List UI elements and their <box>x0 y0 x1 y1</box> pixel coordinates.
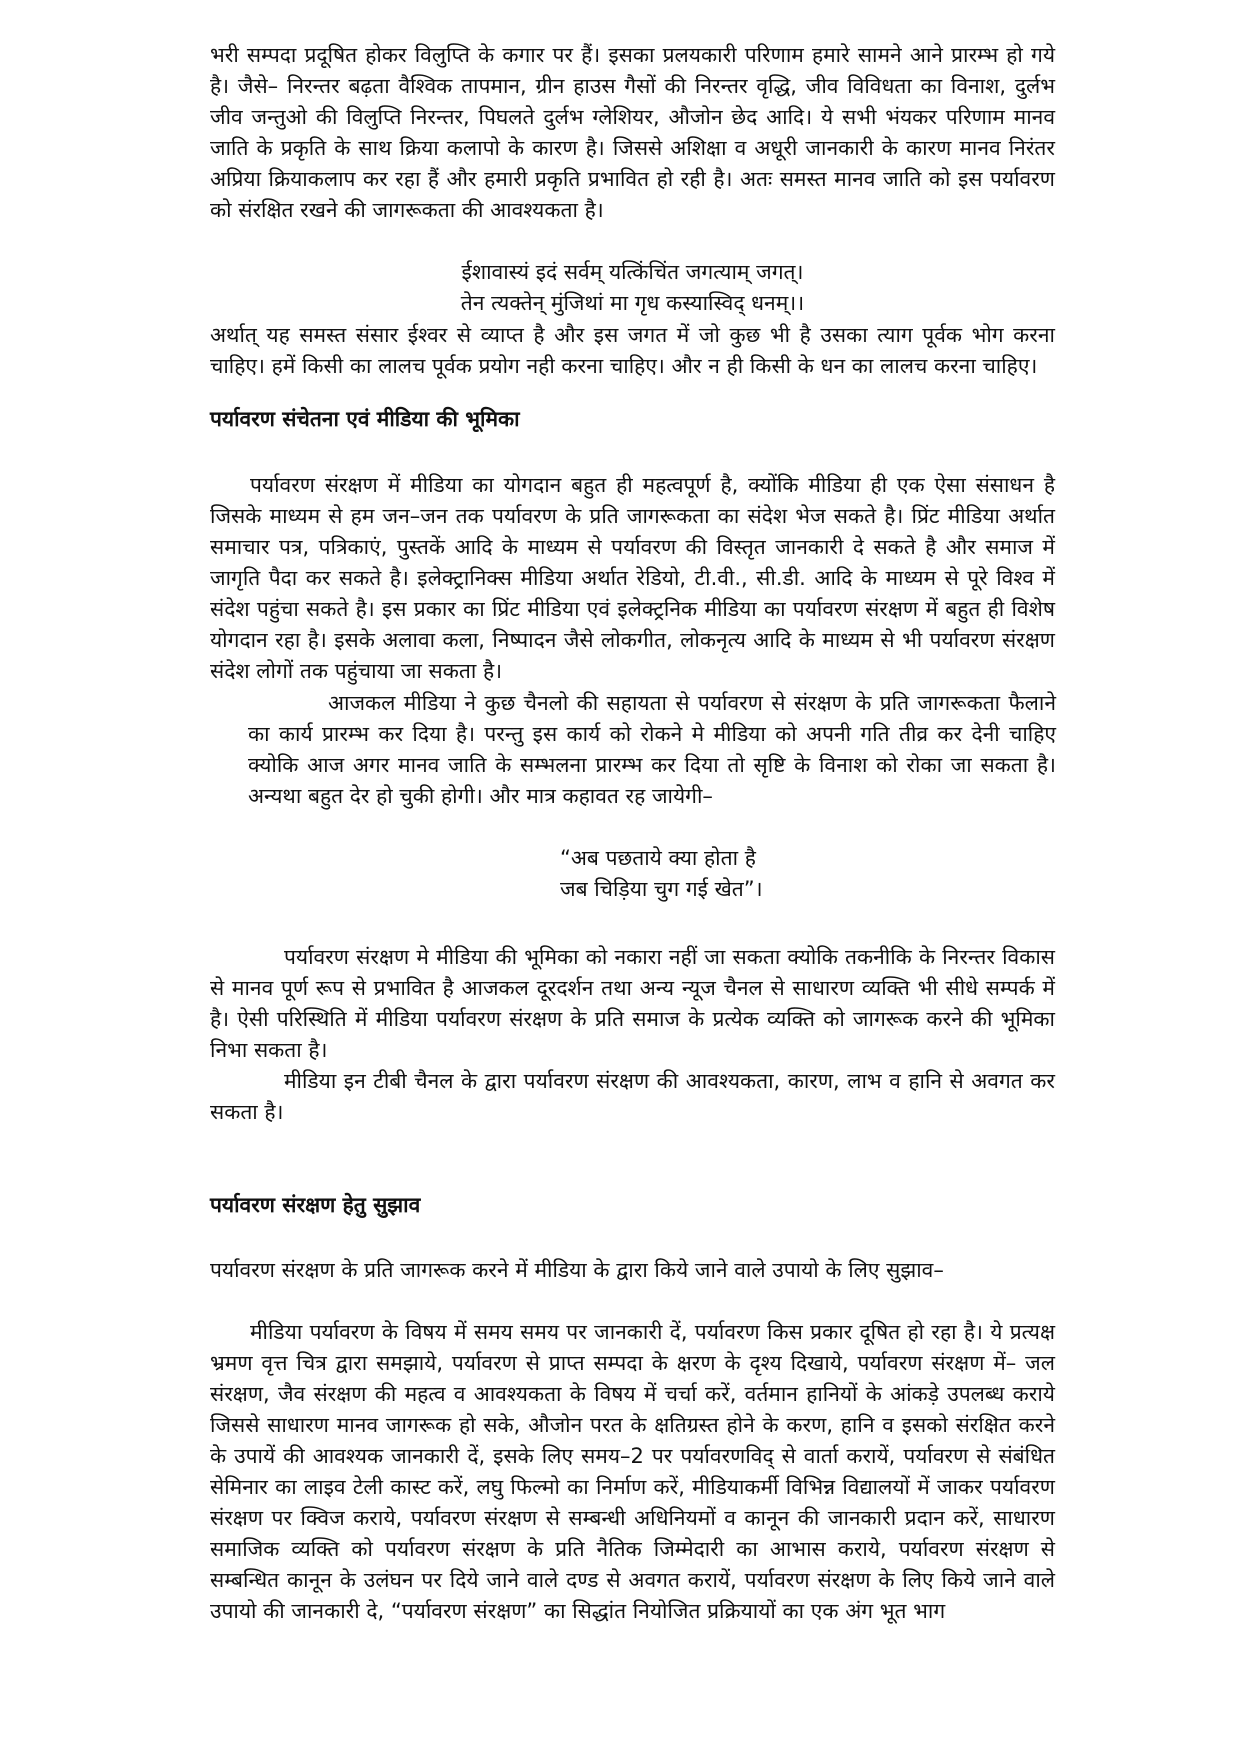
section-heading-media-role: पर्यावरण संचेतना एवं मीडिया की भूमिका <box>210 407 520 431</box>
proverb-line-1: “अब पछताये क्या होता है <box>560 846 756 870</box>
media-paragraph-3: पर्यावरण संरक्षण मे मीडिया की भूमिका को नकारा नहीं जा सकता क्योकि तकनीकि के निरन्तर विकास से मानव पूर्ण रूप से प्रभावित है आजकल दूरदर्शन तथा अन्य न्यूज चैनल से साधारण व्यक्ति भी सीधे सम्पर्क में है। ऐसी परिस्थिति में मीडिया पर्यावरण संरक्षण के प्रति समाज के प्रत्येक व्यक्ति को जागरूक करने की भूमिका निभा सकता है। <box>210 945 1055 1062</box>
sanskrit-verse-line-1: ईशावास्यं इदं सर्वम् यत्किंचिंत जगत्याम् जगत्। <box>461 260 804 284</box>
suggestions-paragraph-2: मीडिया पर्यावरण के विषय में समय समय पर जानकारी दें, पर्यावरण किस प्रकार दूषित हो रहा है। ये प्रत्यक्ष भ्रमण वृत्त चित्र द्वारा समझाये, पर्यावरण से प्राप्त सम्पदा के क्षरण के दृश्य दिखाये, पर्यावरण संरक्षण में– जल संरक्षण, जैव संरक्षण की महत्व व आवश्यकता के विषय में चर्चा करें, वर्तमान हानियों के आंकड़े उपलब्ध कराये जिससे साधारण मानव जागरूक हो सके, औजोन परत के क्षतिग्रस्त होने के करण, हानि व इसको संरक्षित करने के उपायें की आवश्यक जानकारी दें, इसके लिए समय–2 पर पर्यावरणविद् से वार्ता करायें, पर्यावरण से संबंधित सेमिनार का लाइव टेली कास्ट करें, लघु फिल्मो का निर्माण करें, मीडियाकर्मी विभिन्न विद्यालयों में जाकर पर्यावरण संरक्षण पर क्विज कराये, पर्यावरण संरक्षण से सम्बन्धी अधिनियमों व कानून की जानकारी प्रदान करें, साधारण समाजिक व्यक्ति को पर्यावरण संरक्षण के प्रति नैतिक जिम्मेदारी का आभास कराये, पर्यावरण संरक्षण से सम्बन्धित कानून के उलंघन पर दिये जाने वाले दण्ड से अवगत करायें, पर्यावरण संरक्षण के लिए किये जाने वाले उपायो की जानकारी दे, “पर्यावरण संरक्षण” का सिद्धांत नियोजित प्रक्रियायों का एक अंग भूत भाग <box>210 1320 1055 1623</box>
suggestions-paragraph-1: पर्यावरण संरक्षण के प्रति जागरूक करने में मीडिया के द्वारा किये जाने वाले उपायो के लिए सुझाव– <box>210 1258 944 1282</box>
sanskrit-verse-line-2: तेन त्यक्तेन् मुंजिथां मा गृध कस्यास्विद् धनम्।। <box>460 291 805 315</box>
verse-meaning-paragraph: अर्थात् यह समस्त संसार ईश्वर से व्याप्त है और इस जगत में जो कुछ भी है उसका त्याग पूर्वक भोग करना चाहिए। हमें किसी का लालच पूर्वक प्रयोग नही करना चाहिए। और न ही किसी के धन का लालच करना चाहिए। <box>210 323 1055 378</box>
media-paragraph-4: मीडिया इन टीबी चैनल के द्वारा पर्यावरण संरक्षण की आवश्यकता, कारण, लाभ व हानि से अवगत कर सकता है। <box>210 1069 1055 1124</box>
media-paragraph-1: पर्यावरण संरक्षण में मीडिया का योगदान बहुत ही महत्वपूर्ण है, क्योंकि मीडिया ही एक ऐसा संसाधन है जिसके माध्यम से हम जन–जन तक पर्यावरण के प्रति जागरूकता का संदेश भेज सकते है। प्रिंट मीडिया अर्थात समाचार पत्र, पत्रिकाएं, पुस्तकें आदि के माध्यम से पर्यावरण की विस्तृत जानकारी दे सकते है और समाज में जागृति पैदा कर सकते है। इलेक्ट्रानिक्स मीडिया अर्थात रेडियो, टी.वी., सी.डी. आदि के माध्यम से पूरे विश्व में संदेश पहुंचा सकते है। इस प्रकार का प्रिंट मीडिया एवं इलेक्ट्रनिक मीडिया का पर्यावरण संरक्षण में बहुत ही विशेष योगदान रहा है। इसके अलावा कला, निष्पादन जैसे लोकगीत, लोकनृत्य आदि के माध्यम से भी पर्यावरण संरक्षण संदेश लोगों तक पहुंचाया जा सकता है। <box>210 473 1055 683</box>
media-paragraph-2: आजकल मीडिया ने कुछ चैनलो की सहायता से पर्यावरण से संरक्षण के प्रति जागरूकता फैलाने का कार्य प्रारम्भ कर दिया है। परन्तु इस कार्य को रोकने मे मीडिया को अपनी गति तीव्र कर देनी चाहिए क्योकि आज अगर मानव जाति के सम्भलना प्रारम्भ कर दिया तो सृष्टि के विनाश को रोका जा सकता है। अन्यथा बहुत देर हो चुकी होगी। और मात्र कहावत रह जायेगी– <box>248 691 1056 808</box>
proverb-line-2: जब चिड़िया चुग गई खेत”। <box>560 877 763 901</box>
section-heading-suggestions: पर्यावरण संरक्षण हेतु सुझाव <box>210 1193 421 1217</box>
intro-paragraph: भरी सम्पदा प्रदूषित होकर विलुप्ति के कगार पर हैं। इसका प्रलयकारी परिणाम हमारे सामने आने प्रारम्भ हो गये है। जैसे– निरन्तर बढ़ता वैश्विक तापमान, ग्रीन हाउस गैसों की निरन्तर वृद्धि, जीव विविधता का विनाश, दुर्लभ जीव जन्तुओ की विलुप्ति निरन्तर, पिघलते दुर्लभ ग्लेशियर, औजोन छेद आदि। ये सभी भंयकर परिणाम मानव जाति के प्रकृति के साथ क्रिया कलापो के कारण है। जिससे अशिक्षा व अधूरी जानकारी के कारण मानव निरंतर अप्रिया क्रियाकलाप कर रहा हैं और हमारी प्रकृति प्रभावित हो रही है। अतः समस्त मानव जाति को इस पर्यावरण को संरक्षित रखने की जागरूकता की आवश्यकता है। <box>210 43 1055 222</box>
